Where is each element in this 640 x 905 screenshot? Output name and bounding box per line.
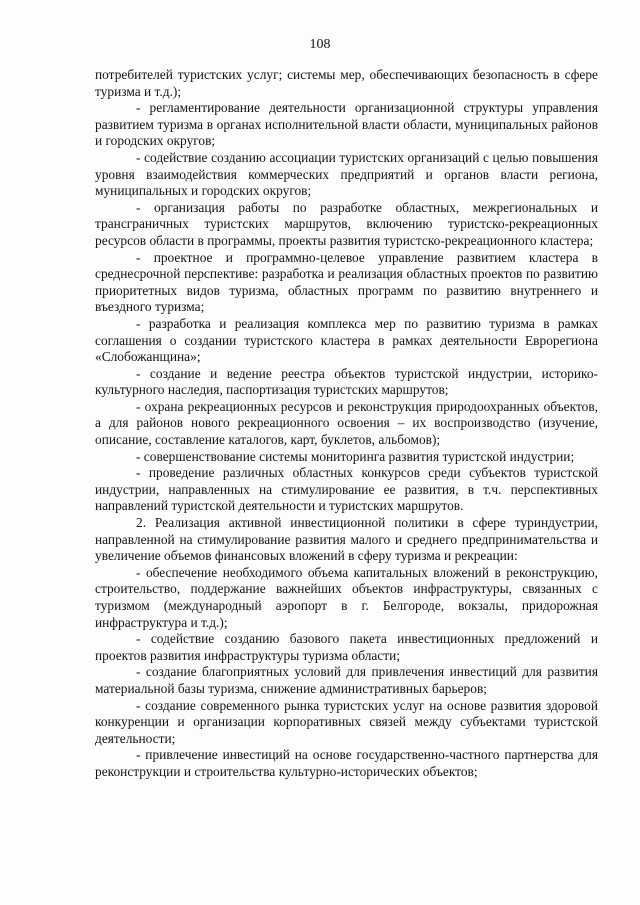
- paragraph: - организация работы по разработке областных, межрегиональных и трансграничных туристских маршрутов, включению туристско-рекреационных ресурсов области в программы, проекты развития туристско-рекреационного кластера;: [95, 199, 598, 248]
- paragraph: - обеспечение необходимого объема капитальных вложений в реконструкцию, строительство, поддержание важнейших объектов инфраструктуры, связанных с туризмом (международный аэропорт в г. Белгороде, вокзалы, придорожная инфраструктура и т.д.);: [95, 564, 598, 630]
- paragraph: 2. Реализация активной инвестиционной политики в сфере туриндустрии, направленной на стимулирование развития малого и среднего предпринимательства и увеличение объемов финансовых вложений в сферу туризма и рекреации:: [95, 515, 598, 564]
- paragraph: - совершенствование системы мониторинга развития туристской индустрии;: [136, 448, 575, 464]
- paragraph: - проектное и программно-целевое управление развитием кластера в среднесрочной перспективе: разработка и реализация областных проектов по развитию приоритетных видов туризма, областных программ по развитию внутреннего и въездного туризма;: [95, 249, 598, 315]
- paragraph: - создание и ведение реестра объектов туристской индустрии, историко-культурного наследия, паспортизация туристских маршрутов;: [95, 365, 598, 398]
- paragraph: - проведение различных областных конкурсов среди субъектов туристской индустрии, направленных на стимулирование ее развития, в т.ч. перспективных направлений туристской деятельности и туристских маршрутов.: [95, 465, 598, 514]
- paragraph: - регламентирование деятельности организационной структуры управления развитием туризма в органах исполнительной власти области, муниципальных районов и городских округов;: [95, 100, 598, 149]
- paragraph: - содействие созданию базового пакета инвестиционных предложений и проектов развития инфраструктуры туризма области;: [95, 631, 598, 663]
- paragraph: - создание благоприятных условий для привлечения инвестиций для развития материальной базы туризма, снижение административных барьеров;: [95, 664, 598, 696]
- document-body: [95, 67, 598, 781]
- paragraph: - разработка и реализация комплекса мер по развитию туризма в рамках соглашения о создании туристского кластера в рамках деятельности Еврорегиона «Слобожанщина»;: [95, 315, 598, 365]
- paragraph: - охрана рекреационных ресурсов и реконструкция природоохранных объектов, а для районов нового рекреационного освоения – их воспроизводство (изучение, описание, составление каталогов, карт, буклетов, альбомов);: [95, 398, 598, 448]
- paragraph: - привлечение инвестиций на основе государственно-частного партнерства для реконструкции и строительства культурно-исторических объектов;: [95, 747, 598, 779]
- paragraph: - создание современного рынка туристских услуг на основе развития здоровой конкуренции и организации корпоративных связей между субъектами туристской деятельности;: [95, 697, 598, 746]
- paragraph: - содействие созданию ассоциации туристских организаций с целью повышения уровня взаимодействия коммерческих предприятий и органов власти региона, муниципальных и городских округов;: [95, 149, 598, 199]
- page-number: 108: [309, 37, 331, 52]
- paragraph: потребителей туристских услуг; системы мер, обеспечивающих безопасность в сфере туризма и т.д.);: [95, 67, 598, 99]
